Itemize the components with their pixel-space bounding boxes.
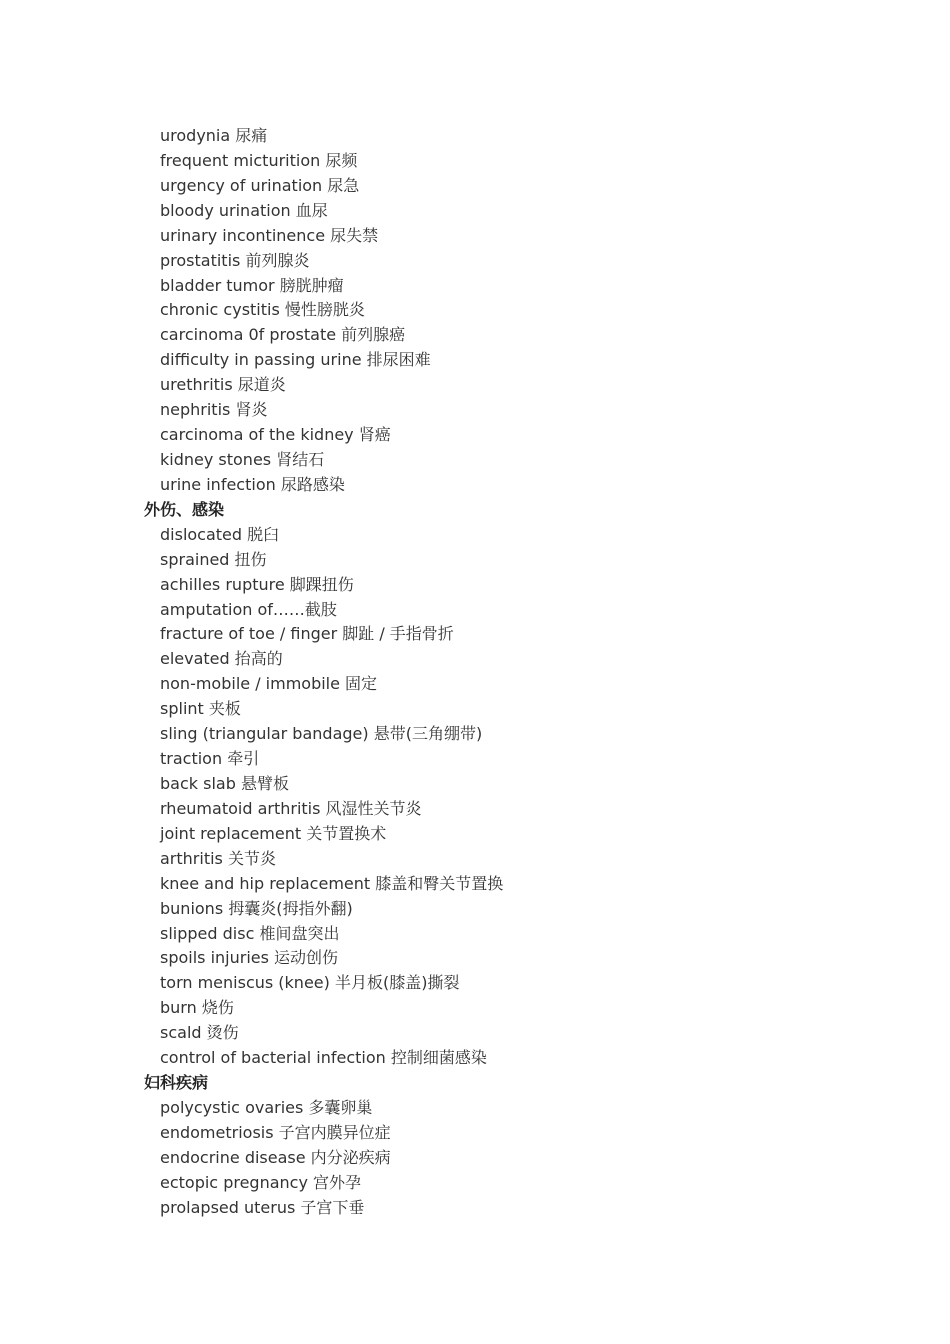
vocabulary-term: endometriosis 子宫内膜异位症 <box>160 1122 391 1142</box>
vocabulary-term: rheumatoid arthritis 风湿性关节炎 <box>160 798 422 818</box>
vocabulary-term: sprained 扭伤 <box>160 549 267 569</box>
vocabulary-term: endocrine disease 内分泌疾病 <box>160 1147 391 1167</box>
vocabulary-term: slipped disc 椎间盘突出 <box>160 923 340 943</box>
vocabulary-term: nephritis 肾炎 <box>160 400 268 420</box>
vocabulary-term: back slab 悬臂板 <box>160 773 289 793</box>
vocabulary-term: urethritis 尿道炎 <box>160 375 286 395</box>
vocabulary-term: urgency of urination 尿急 <box>160 175 360 195</box>
vocabulary-term: control of bacterial infection 控制细菌感染 <box>160 1048 487 1068</box>
vocabulary-term: bloody urination 血尿 <box>160 200 328 220</box>
vocabulary-term: ectopic pregnancy 宫外孕 <box>160 1172 362 1192</box>
vocabulary-term: joint replacement 关节置换术 <box>160 823 387 843</box>
vocabulary-term: dislocated 脱臼 <box>160 524 280 544</box>
vocabulary-term: polycystic ovaries 多囊卵巢 <box>160 1097 373 1117</box>
vocabulary-term: non-mobile / immobile 固定 <box>160 674 378 694</box>
vocabulary-term: spoils injuries 运动创伤 <box>160 948 339 968</box>
vocabulary-term: sling (triangular bandage) 悬带(三角绷带) <box>160 724 483 744</box>
vocabulary-term: prolapsed uterus 子宫下垂 <box>160 1197 365 1217</box>
vocabulary-term: bunions 拇囊炎(拇指外翻) <box>160 898 353 918</box>
vocabulary-term: arthritis 关节炎 <box>160 848 276 868</box>
vocabulary-term: urine infection 尿路感染 <box>160 474 345 494</box>
vocabulary-term: scald 烫伤 <box>160 1023 239 1043</box>
document-body <box>0 124 950 1221</box>
vocabulary-term: achilles rupture 脚踝扭伤 <box>160 574 354 594</box>
vocabulary-term: carcinoma of the kidney 肾癌 <box>160 425 391 445</box>
vocabulary-term: difficulty in passing urine 排尿困难 <box>160 350 431 370</box>
vocabulary-term: carcinoma 0f prostate 前列腺癌 <box>160 325 406 345</box>
vocabulary-term: torn meniscus (knee) 半月板(膝盖)撕裂 <box>160 973 460 993</box>
vocabulary-term: fracture of toe / finger 脚趾 / 手指骨折 <box>160 624 454 644</box>
vocabulary-term: traction 牵引 <box>160 749 260 769</box>
vocabulary-term: splint 夹板 <box>160 699 241 719</box>
vocabulary-term: chronic cystitis 慢性膀胱炎 <box>160 300 365 320</box>
vocabulary-term: burn 烧伤 <box>160 998 234 1018</box>
vocabulary-term: knee and hip replacement 膝盖和臀关节置换 <box>160 873 504 893</box>
vocabulary-term: amputation of……截肢 <box>160 599 337 619</box>
vocabulary-term: prostatitis 前列腺炎 <box>160 250 310 270</box>
section-heading: 外伤、感染 <box>144 499 225 519</box>
vocabulary-term: bladder tumor 膀胱肿瘤 <box>160 275 344 295</box>
vocabulary-term: urinary incontinence 尿失禁 <box>160 225 379 245</box>
vocabulary-term: elevated 抬高的 <box>160 649 283 669</box>
vocabulary-term: frequent micturition 尿频 <box>160 150 358 170</box>
vocabulary-term: kidney stones 肾结石 <box>160 449 325 469</box>
vocabulary-term: urodynia 尿痛 <box>160 126 268 145</box>
section-heading: 妇科疾病 <box>144 1073 209 1093</box>
